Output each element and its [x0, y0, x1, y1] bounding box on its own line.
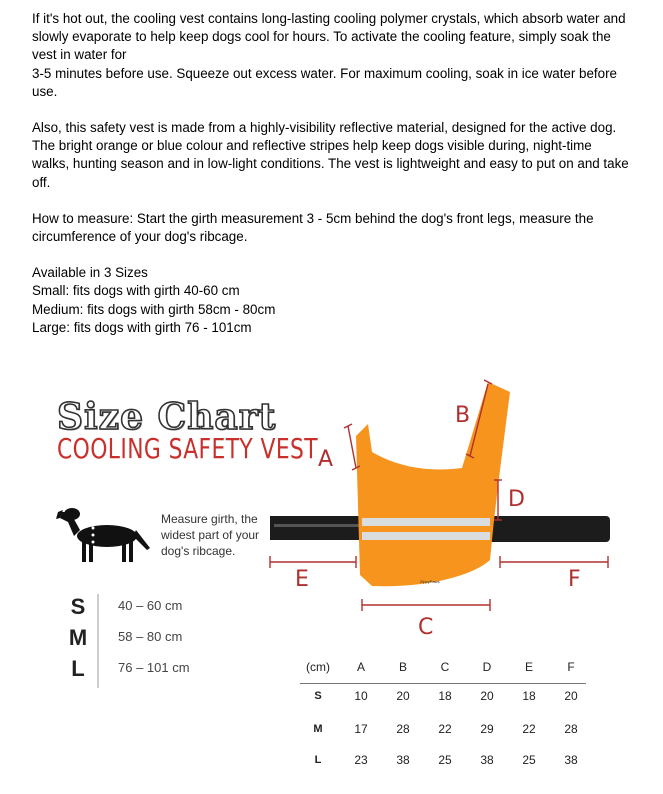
description-line: off.: [32, 174, 51, 190]
size-range: 58 – 80 cm: [118, 629, 183, 644]
row-size: L: [314, 753, 322, 766]
measurement-table: [296, 656, 592, 775]
vest-brand-label: ZippyPaws: [420, 579, 440, 584]
description-line: 3-5 minutes before use. Squeeze out excess water. For maximum cooling, soak in ice water before: [32, 65, 618, 81]
description-line: walks, hunting season and in low-light conditions. The vest is lightweight and easy to put on and take: [32, 156, 629, 172]
measure-instruction-line: circumference of your dog's ribcage.: [32, 229, 248, 245]
size-chart-title: Size Chart: [57, 396, 277, 438]
size-small-text: Small: fits dogs with girth 40-60 cm: [32, 283, 240, 299]
table-row: [296, 678, 592, 713]
column-header: F: [567, 660, 575, 674]
column-header: B: [398, 660, 407, 674]
description-line: Also, this safety vest is made from a highly-visibility reflective material, designed for the active dog.: [32, 120, 617, 136]
diagram-label-c: C: [418, 615, 434, 640]
dog-measure-note: Measure girth, the widest part of your dog's ribcage.: [161, 512, 260, 558]
unit-header: (cm): [306, 660, 330, 674]
column-header: C: [440, 660, 450, 674]
row-size: S: [314, 689, 322, 702]
size-medium-text: Medium: fits dogs with girth 58cm - 80cm: [32, 301, 276, 317]
description-line: slowly evaporate to help keep dogs cool for hours. To activate the cooling feature, simply soak the: [32, 29, 611, 45]
size-range: 40 – 60 cm: [118, 598, 183, 613]
table-cell: 20: [480, 688, 494, 703]
table-cell: 10: [354, 688, 368, 703]
table-cell: 38: [564, 752, 578, 767]
table-cell: 17: [354, 721, 368, 736]
size-chart-subtitle: COOLING SAFETY VEST: [57, 432, 318, 465]
table-cell: 22: [438, 721, 452, 736]
description-line: vest in water for: [32, 47, 127, 63]
table-cell: 38: [480, 752, 494, 767]
dog-silhouette-icon: [56, 508, 150, 562]
column-header: A: [356, 660, 365, 674]
table-cell: 20: [396, 688, 410, 703]
table-row: [296, 744, 592, 775]
sizes-heading: Available in 3 Sizes: [32, 265, 148, 281]
diagram-label-e: E: [295, 567, 309, 592]
table-cell: 28: [564, 721, 578, 736]
size-letter: M: [68, 625, 88, 650]
table-cell: 20: [564, 688, 578, 703]
diagram-label-d: D: [508, 487, 525, 512]
size-letter: S: [70, 594, 86, 619]
vest-body: [356, 382, 510, 586]
table-cell: 29: [480, 721, 494, 736]
table-cell: 38: [396, 752, 410, 767]
description-line: If it's hot out, the cooling vest contains long-lasting cooling polymer crystals, which absorb water and: [32, 11, 626, 26]
description-line: use.: [32, 83, 58, 99]
table-cell: 25: [438, 752, 452, 767]
table-cell: 28: [396, 721, 410, 736]
diagram-label-f: F: [568, 567, 581, 592]
table-cell: 18: [522, 688, 536, 703]
diagram-label-a: A: [318, 447, 334, 472]
reflective-stripe: [362, 518, 490, 526]
table-row: [296, 713, 592, 744]
size-range: 76 – 101 cm: [118, 660, 190, 675]
measure-instruction-line: How to measure: Start the girth measurement 3 - 5cm behind the dog's front legs, measure the: [32, 210, 594, 226]
size-letter: L: [71, 656, 85, 681]
description-line: The bright orange or blue colour and reflective stripes help keep dogs visible during, night-time: [32, 138, 592, 154]
row-size: M: [313, 722, 323, 735]
diagram-label-b: B: [455, 403, 471, 428]
reflective-stripe: [362, 532, 490, 540]
column-header: D: [482, 660, 492, 674]
table-cell: 25: [522, 752, 536, 767]
table-cell: 22: [522, 721, 536, 736]
table-cell: 23: [354, 752, 368, 767]
column-header: E: [524, 660, 533, 674]
table-cell: 18: [438, 688, 452, 703]
size-large-text: Large: fits dogs with girth 76 - 101cm: [32, 319, 252, 335]
